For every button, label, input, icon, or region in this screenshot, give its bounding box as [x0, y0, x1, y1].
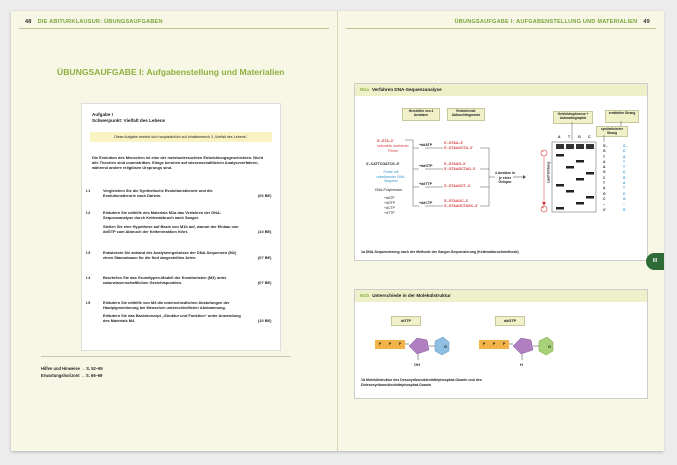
nucleotide: +dGTP: [384, 201, 396, 205]
task-text: Vergleichen Sie die Synthetische Evolutionstheorie und die Evolutionstheorie nach Darwin.: [103, 188, 213, 199]
task-note: Diese Aufgabe bezieht sich hauptsächlich auf Inhaltsbereich 3 „Vielfalt des Lebens“.: [90, 132, 272, 142]
book-spread: [11, 11, 663, 451]
figure-m1b-header: [355, 290, 647, 302]
fragment: 5'–GTAAG–3': [444, 162, 466, 166]
right-page: [337, 11, 664, 451]
figure-m1a: [354, 83, 648, 261]
dd-label: +ddATP: [419, 143, 433, 147]
hydrogen-group: H: [520, 362, 523, 367]
ddgtp-molecule: [479, 334, 559, 374]
dd-label: +ddGTP: [419, 164, 433, 168]
task-focus: Schwerpunkt: Vielfalt des Lebens: [92, 118, 166, 124]
step-fragments: Entstehende Abbruchfragmente: [447, 108, 485, 121]
figure-title: Unterschiede in der Molekülstruktur: [372, 293, 451, 298]
step-gel: Gelelektrophorese + Autoradiographie: [553, 111, 593, 124]
ddgtp-label: ddGTP: [495, 316, 525, 326]
phosphate-chain: [375, 340, 405, 349]
dgtp-molecule: [375, 334, 455, 374]
phosphate: P: [378, 342, 382, 346]
figure-id: M1a: [360, 87, 369, 92]
figure-caption: 1a DNA-Sequenzierung nach der Methode der Sanger-Sequenzierung (Kettenabbruchmethode): [361, 250, 519, 254]
nucleotide: +dTTP: [384, 211, 395, 215]
dgtp-label: dGTP: [391, 316, 421, 326]
task-text: Erläutern Sie mithilfe von M4 die unterschiedlichen Abstufungen der Hautpigmentierung bei Menschen unterschiedlicher Abstammung.: [103, 300, 230, 311]
running-head-left: [19, 19, 163, 25]
base-label: G: [444, 344, 448, 349]
task-intro: Die Evolution des Menschen ist eine der meistuntersuchten Entwicklungsgeschichten. Nicht alle Theorien sind unumstritten. Einige beruhen auf wissenschaftlichen Analyseverfahren, während andere religiösen Ursprungs sind.: [92, 155, 264, 171]
task-text-second: Erläutern Sie das Basiskonzept „Struktur und Funktion“ unter Anwendung des Materials M4.: [103, 313, 241, 324]
figure-title: Verfahren DNA-Sequenzanalyse: [371, 87, 442, 92]
task-points: (07 BE): [258, 280, 272, 286]
task-heading: [92, 112, 165, 124]
task-number: I.3: [86, 250, 91, 255]
header-rule: [19, 28, 329, 29]
task-text: Entwickeln Sie anhand der Analyseergebnisse der DNA-Sequenzen (M2) einen Stammbaum für die fünf dargestellten Arten.: [103, 250, 237, 261]
step-synth: synthetisierter Strang: [596, 126, 628, 137]
task-text-second: Stellen Sie eine Hypothese auf Basis von M1b auf, warum der Einbau von ddGTP zum Abbruch der Kettenreaktion führt.: [103, 224, 239, 235]
phosphate: P: [388, 342, 392, 346]
divider: [41, 356, 291, 357]
sugar-base-shape: [405, 334, 453, 364]
lane-label: C: [588, 135, 591, 139]
primer: 5'–GTA–3': [377, 139, 394, 143]
header-rule: [346, 28, 656, 29]
task-text: Beurteilen Sie das Grundtypen-Modell der Kreationisten (M3) unter naturwissenschaftlichen Gesichtspunkten.: [103, 275, 227, 286]
base-label: G: [548, 344, 552, 349]
left-page: [11, 11, 337, 451]
nucleotide: +dATP: [384, 196, 395, 200]
direction-label: Laufrichtung: [546, 161, 551, 183]
running-head-title-right: ÜBUNGSAUFGABE I: AUFGABENSTELLUNG UND MATERIALIEN: [454, 19, 638, 25]
lane-label: A: [558, 135, 561, 139]
page-number-left: 48: [25, 19, 32, 25]
primer-label: radioaktiv markierter Primer: [377, 144, 409, 153]
task-points: (07 BE): [258, 255, 272, 261]
fragment: 5'–GTAAGCTAG–3': [444, 167, 476, 171]
lane-label: G: [578, 135, 581, 139]
template-strand: 3'–CATTCGATCG–5': [366, 162, 400, 166]
figure-id: M1b: [360, 293, 370, 298]
reference-links: [41, 365, 103, 379]
fragment: 5'–GTAAGC–3': [444, 199, 469, 203]
nucleotide: +dCTP: [384, 206, 395, 210]
phosphate: P: [492, 342, 496, 346]
task-points: (06 BE): [258, 193, 272, 199]
phosphate-chain: [479, 340, 509, 349]
phosphate: P: [482, 342, 486, 346]
task-points: (10 BE): [258, 229, 272, 235]
minus-pole: −: [542, 150, 545, 154]
running-head-title-left: DIE ABITURKLAUSUR: ÜBUNGSAUFGABEN: [37, 19, 163, 25]
polymerase-label: DNA-Polymerase: [375, 188, 403, 192]
hydroxyl-group: OH: [414, 362, 420, 367]
plus-pole: +: [542, 206, 545, 210]
page-number-right: 49: [643, 19, 650, 25]
task-label: Aufgabe I: [92, 112, 113, 117]
fragment: 5'–GTAAGCTAGC–3': [444, 204, 479, 208]
synthesized-strand: 5'–G T A A G C T A G C–3': [603, 144, 608, 212]
dd-label: +ddTTP: [419, 182, 432, 186]
step-prepare: Herstellen von 4 Ansätzen: [402, 108, 440, 121]
task-number: I.1: [86, 188, 91, 193]
hints-link[interactable]: Hilfen und Hinweise → S. 52–65: [41, 366, 103, 371]
expectation-link[interactable]: Erwartungshorizont → S. 66–69: [41, 373, 103, 378]
figure-m1b: [354, 289, 648, 399]
task-number: I.4: [86, 275, 91, 280]
determined-strand: 3'–C A T T C G A T C G–5': [623, 144, 628, 212]
lane-label: T: [568, 135, 571, 139]
batches-label: 4 Ansätze in je einer Gelspur: [494, 171, 516, 185]
fragment: 5'–GTAAGCTA–3': [444, 146, 473, 150]
fragment: 5'–GTAAGCT–3': [444, 184, 471, 188]
running-head-right: [454, 19, 656, 25]
page-title: ÜBUNGSAUFGABE I: Aufgabenstellung und Materialien: [57, 67, 285, 77]
step-sequence: ermittelter Strang: [605, 110, 639, 123]
task-points: (10 BE): [258, 318, 272, 324]
chapter-tab[interactable]: III: [646, 253, 664, 270]
sugar-base-shape: [509, 334, 557, 364]
phosphate: P: [398, 342, 402, 346]
template-label: Probe mit unbekannter DNA-Sequenz: [376, 170, 406, 184]
fragment: 5'–GTAA–3': [444, 141, 464, 145]
figure-caption: 1b Molekülstruktur des Desoxyribonukleotidtriphosphat-Guanin und des Didesoxyribonukleotidtriphosphat-Guanin: [361, 378, 482, 387]
task-number: I.5: [86, 300, 91, 305]
task-text: Erläutern Sie mithilfe des Materials M1a das Verfahren der DNA-Sequenzanalyse durch Kettenabbruch nach Sanger.: [103, 210, 222, 221]
dd-label: +ddCTP: [419, 201, 433, 205]
task-number: I.2: [86, 210, 91, 215]
task-box: [81, 103, 281, 351]
phosphate: P: [502, 342, 506, 346]
